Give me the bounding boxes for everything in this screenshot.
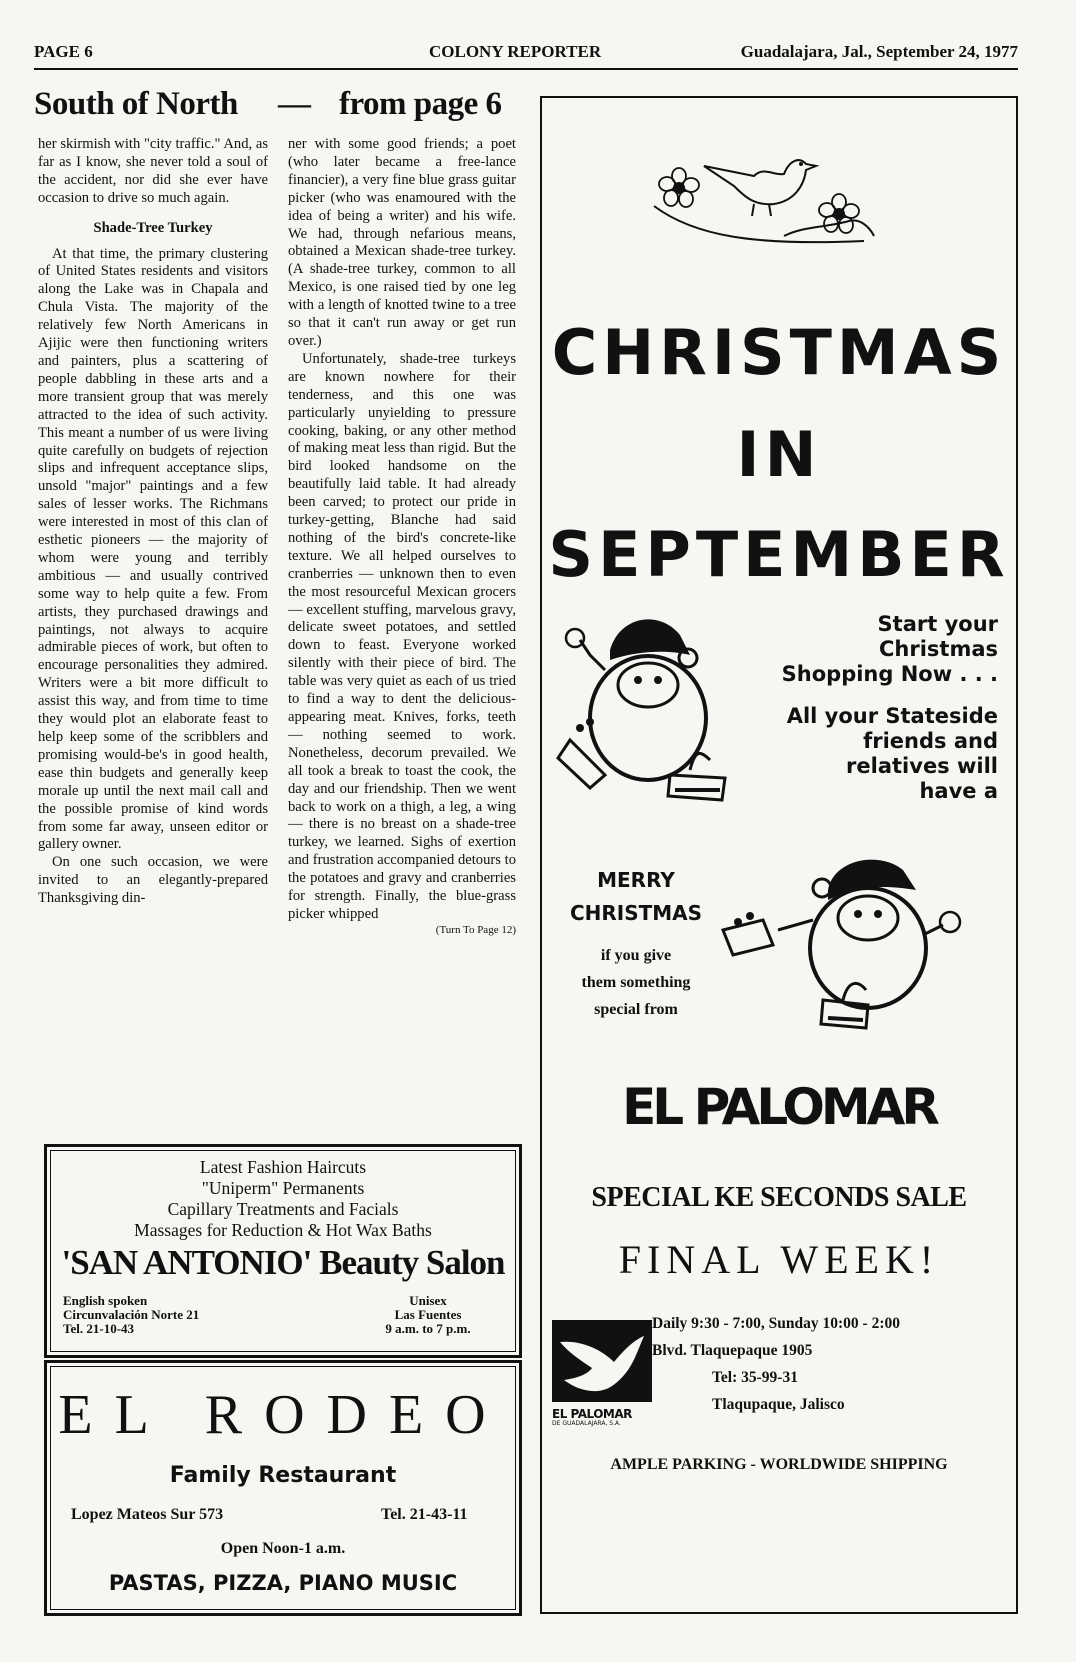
store-hours: Daily 9:30 - 7:00, Sunday 10:00 - 2:00	[652, 1315, 901, 1332]
give-line: if you give	[600, 947, 672, 964]
parking-shipping: AMPLE PARKING - WORLDWIDE SHIPPING	[610, 1456, 948, 1473]
salon-name: 'SAN ANTONIO' Beauty Salon	[61, 1243, 505, 1282]
merry-line: MERRY	[597, 868, 675, 892]
store-phone: Tel: 35-99-31	[712, 1369, 798, 1386]
salon-unisex: Unisex	[409, 1293, 447, 1308]
salon-address: Circunvalación Norte 21	[63, 1307, 200, 1322]
article-paragraph: At that time, the primary clustering of United States residents and visitors along the Lake was in Chapala and Chula Vista. The majority of the relatively few North Americans in Ajijic were then functioning writers and painters, plus a scattering of people dabbling in these arts and a more transient group that was merely attracted to the idea of such activity. This meant a number of us were living quite carefully on budgets of rejection slips and infrequent acceptance slips, unsold "major" paintings and a few sales of lesser works. The Richmans were interested in most of this clan of esthetic pioneers — the majority of whom were young and terribly ambitious — and usually contrived some way to help quite a few. From artists, they purchased drawings and paintings, not always to acquire admirable pieces of work, but often to encourage personalities they admired. Writers were a bit more difficult to assist this way, and from time to time they would plot an elaborate feast to help keep some of the scribblers and promising would-be's in good health, ease thin budgets and generally keep morale up until the next mail call and the possible promise of kind words from some far away, unseen editor or gallery owner.	[38, 245, 268, 853]
article-paragraph: Unfortunately, shade-tree turkeys are known nowhere for their tenderness, and this one was particularly unyielding to pressure cooking, baking, or any other method of making meat less than rigid. But the bird looked handsome on the beautifully laid table. It had already been carved; to protect our pride in turkey-getting, Blanche had said nothing of the bird's concrete-like texture. We all helped ourselves to cranberries — unknown then to even the most resourceful Mexican grocers — excellent stuffing, marvelous gravy, delicate sweet potatoes, and settled down to feast. Everyone worked silently with their piece of bird. The table was very quiet as each of us tried to find a way to dent the delicious-appearing meat. Knives, forks, teeth — nothing seemed to work. Nonetheless, decorum prevailed. We all took a break to toast the cook, the day and our friendship. Then we went back to work on a thigh, a leg, a wing — there is no breast on a shade-tree turkey, we learned. Sighs of exertion and frustration accompanied detours to the potatoes and gravy and cranberries for strength. Finally, the blue-grass picker whipped	[288, 350, 516, 922]
dove-logo-icon	[552, 1320, 652, 1402]
headline-christmas: CHRISTMAS	[551, 316, 1007, 389]
store-city: Tlaqupaque, Jalisco	[712, 1396, 845, 1413]
stateside-line: have a	[919, 779, 998, 803]
logo-subtext: DE GUADALAJARA, S.A.	[552, 1420, 621, 1427]
headline-september: SEPTEMBER	[548, 518, 1010, 591]
sale-headline: SPECIAL KE SECONDS SALE	[591, 1182, 967, 1213]
rodeo-name: EL RODEO	[58, 1384, 508, 1446]
headline-right: from page 6	[339, 86, 502, 122]
merry-line: CHRISTMAS	[569, 901, 703, 925]
stateside-line: All your Stateside	[786, 704, 998, 728]
rodeo-features: PASTAS, PIZZA, PIANO MUSIC	[108, 1571, 458, 1595]
salon-phone: Tel. 21-10-43	[63, 1321, 135, 1336]
santa-illustration	[718, 850, 968, 1040]
salon-line: Massages for Reduction & Hot Wax Baths	[134, 1220, 432, 1240]
start-line: Shopping Now . . .	[781, 662, 998, 686]
palomar-logo	[552, 1320, 662, 1430]
article-paragraph: On one such occasion, we were invited to an elegantly-prepared Thanksgiving din-	[38, 854, 268, 907]
article-column-1	[38, 136, 268, 1132]
masthead	[34, 38, 1018, 70]
salon-location: Las Fuentes	[394, 1307, 462, 1322]
salon-ad	[44, 1144, 522, 1358]
salon-line: Capillary Treatments and Facials	[167, 1199, 399, 1219]
headline-dash: —	[278, 86, 311, 122]
article-subhead: Shade-Tree Turkey	[93, 219, 213, 236]
rodeo-phone: Tel. 21-43-11	[381, 1506, 468, 1523]
stateside-line: relatives will	[846, 754, 998, 778]
bird-flowers-illustration	[634, 146, 884, 256]
page-number: PAGE 6	[34, 42, 93, 61]
article-column-2	[288, 136, 516, 1132]
final-week: FINAL WEEK!	[618, 1237, 940, 1282]
rodeo-address: Lopez Mateos Sur 573	[71, 1506, 224, 1523]
headline-left: South of North	[34, 86, 238, 122]
article-headline	[34, 86, 514, 130]
salon-line: "Uniperm" Permanents	[201, 1178, 365, 1198]
brand-name: EL PALOMAR	[622, 1078, 936, 1136]
give-line: them something	[581, 974, 691, 991]
store-address: Blvd. Tlaquepaque 1905	[652, 1342, 813, 1359]
salon-hours: 9 a.m. to 7 p.m.	[385, 1321, 471, 1336]
rodeo-hours: Open Noon-1 a.m.	[220, 1540, 346, 1557]
rodeo-ad	[44, 1360, 522, 1616]
headline-in: IN	[736, 418, 822, 491]
rodeo-tagline: Family Restaurant	[169, 1463, 397, 1488]
give-line: special from	[594, 1001, 678, 1018]
salon-language: English spoken	[63, 1293, 148, 1308]
logo-text: EL PALOMAR	[552, 1407, 632, 1421]
article-paragraph: her skirmish with "city traffic." And, as far as I know, she never told a soul of the accident, nor did she ever have occasion to drive so much again.	[38, 136, 268, 206]
start-line: Christmas	[878, 637, 998, 661]
palomar-ad	[540, 96, 1018, 1614]
article-paragraph: ner with some good friends; a poet (who later became a free-lance financier), a very fine blue grass guitar picker (who was enamoured with the idea of being a writer) and his wife. We had, through nefarious means, obtained a Mexican shade-tree turkey. (A shade-tree turkey, common to all Mexico, is one raised tied by one leg with a length of knotted twine to a tree so that it can't run away or get run over.)	[288, 136, 516, 349]
santa-illustration	[550, 610, 740, 810]
start-line: Start your	[877, 612, 998, 636]
stateside-line: friends and	[863, 729, 998, 753]
dateline: Guadalajara, Jal., September 24, 1977	[740, 42, 1018, 61]
newspaper-name: COLONY REPORTER	[429, 42, 602, 61]
turn-to-page: (Turn To Page 12)	[435, 923, 516, 936]
salon-line: Latest Fashion Haircuts	[199, 1157, 367, 1177]
